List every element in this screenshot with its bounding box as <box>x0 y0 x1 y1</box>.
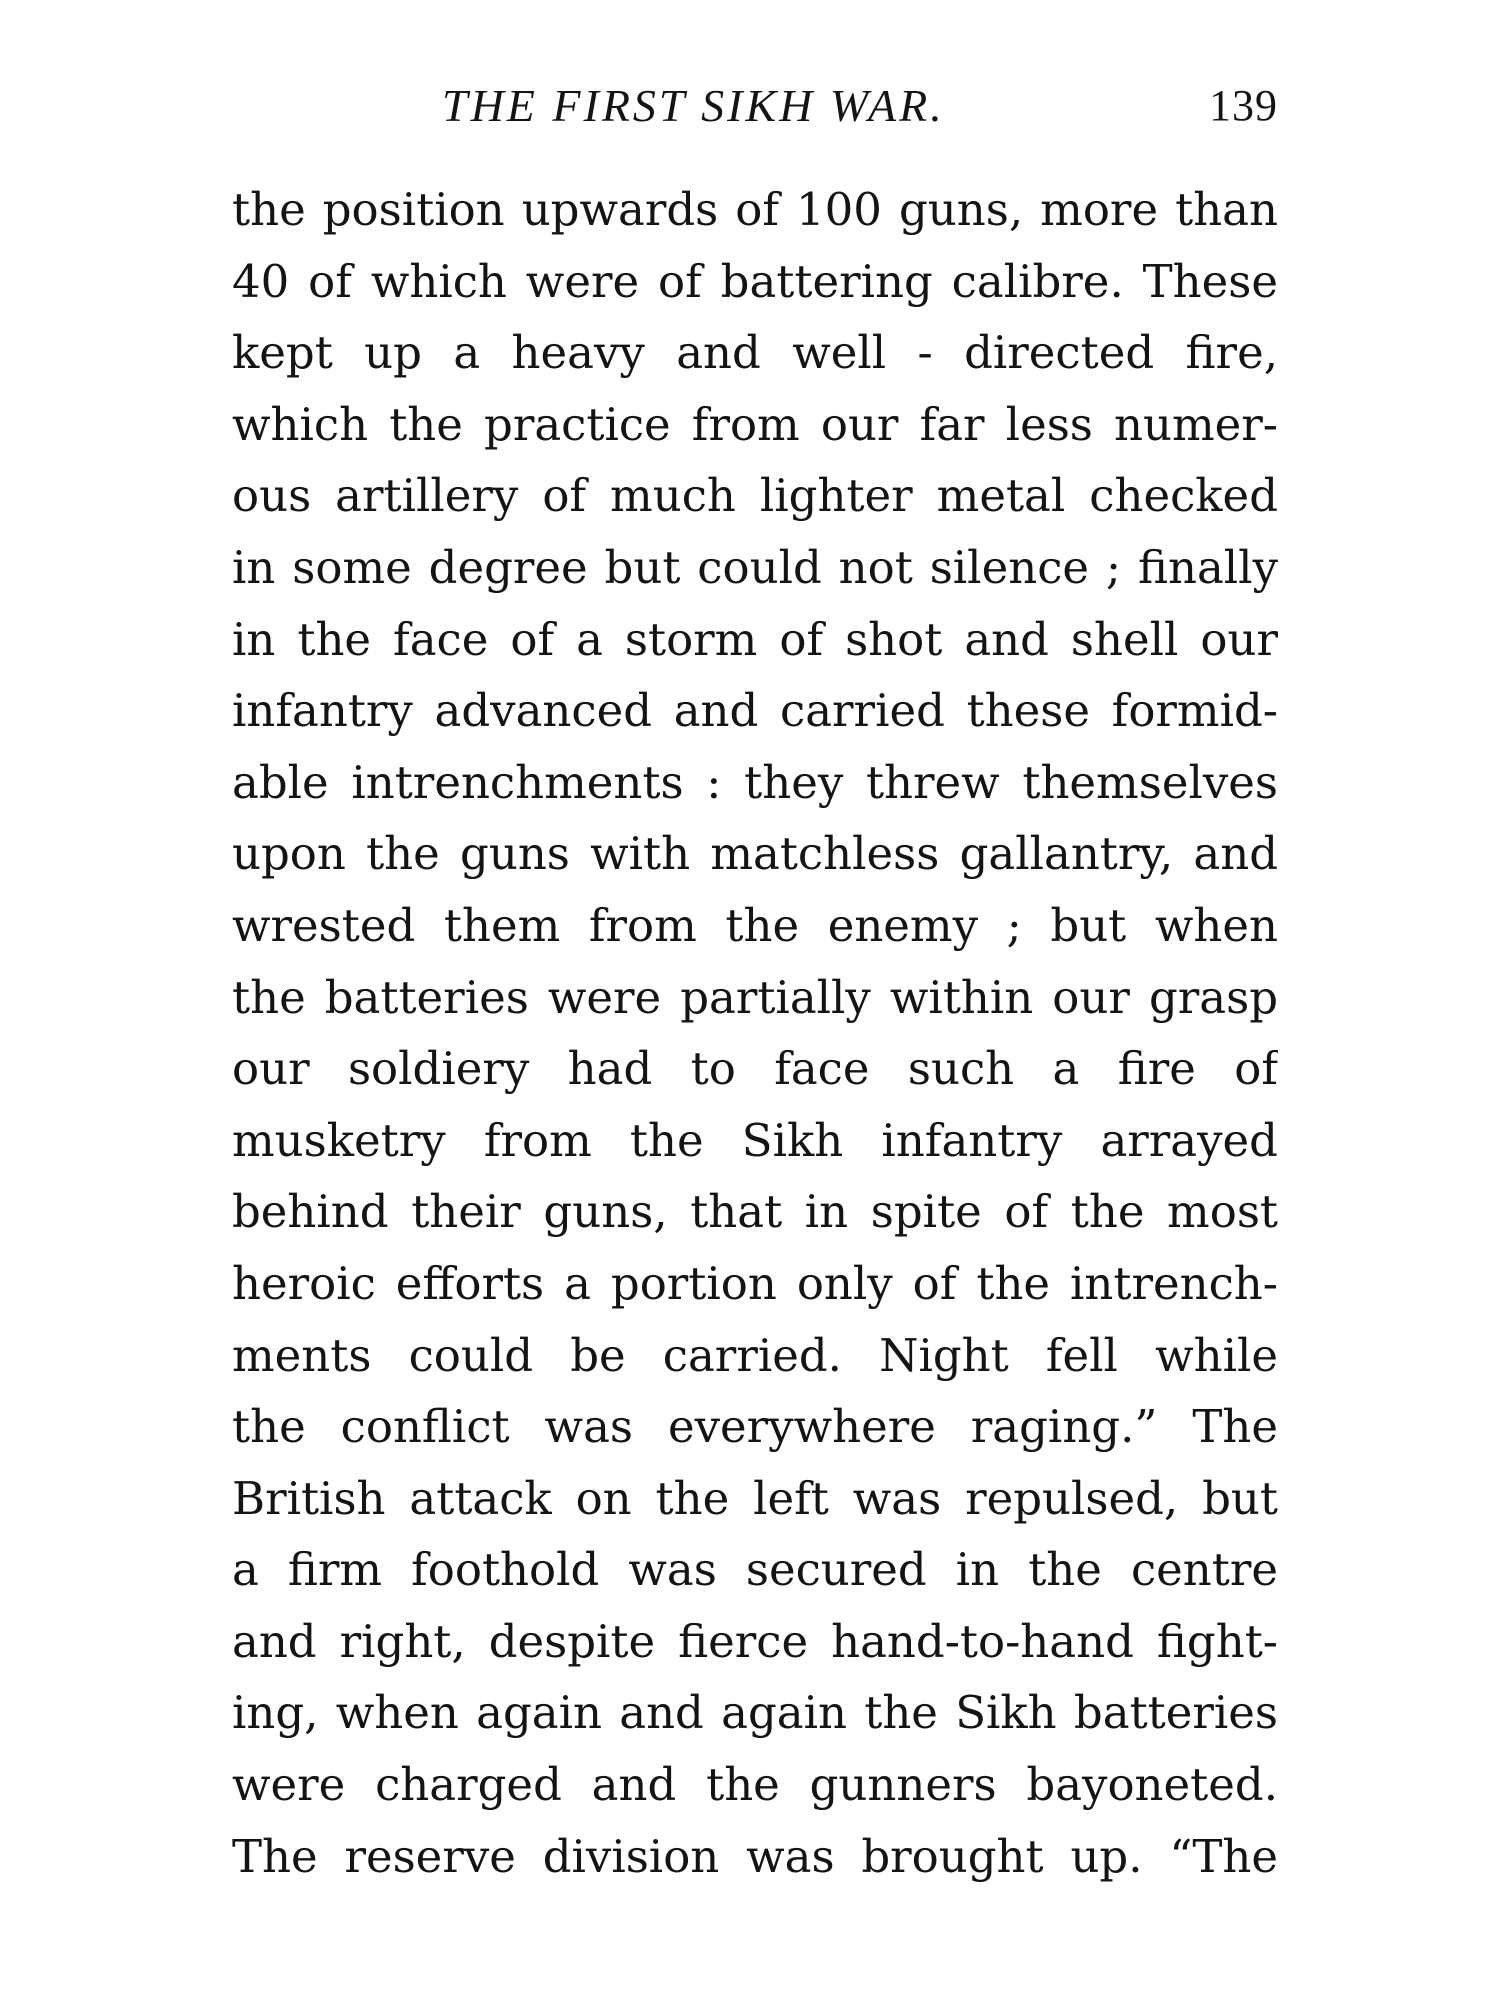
text-line: were charged and the gunners bayoneted. <box>232 1758 1278 1812</box>
text-line: behind their guns, that in spite of the most <box>232 1185 1278 1239</box>
text-line: able intrenchments : they threw themselves <box>232 755 1278 809</box>
text-line: ments could be carried. Night fell while <box>232 1328 1278 1382</box>
text-line: in the face of a storm of shot and shell our <box>232 612 1278 666</box>
running-title: THE FIRST SIKH WAR. <box>442 80 945 131</box>
text-line: kept up a heavy and well - directed fire, <box>232 326 1278 380</box>
text-line: and right, despite fierce hand-to-hand fight- <box>232 1614 1278 1668</box>
body-text <box>232 174 1278 1892</box>
text-line: ing, when again and again the Sikh batteries <box>232 1686 1278 1740</box>
text-line: a firm foothold was secured in the centre <box>232 1543 1278 1597</box>
text-line: The reserve division was brought up. “The <box>232 1829 1278 1883</box>
text-line: upon the guns with matchless gallantry, and <box>232 827 1278 881</box>
text-line: the conflict was everywhere raging.” The <box>232 1400 1278 1454</box>
text-line: wrested them from the enemy ; but when <box>232 898 1278 952</box>
text-line: the batteries were partially within our grasp <box>232 970 1278 1024</box>
text-line: ous artillery of much lighter metal checked <box>232 469 1278 523</box>
text-line: musketry from the Sikh infantry arrayed <box>232 1113 1278 1167</box>
text-line: our soldiery had to face such a fire of <box>232 1042 1278 1096</box>
text-line: the position upwards of 100 guns, more than <box>232 183 1278 236</box>
page-number: 139 <box>1209 81 1278 130</box>
text-line: infantry advanced and carried these formid- <box>232 684 1278 738</box>
running-head <box>232 74 1278 138</box>
text-line: British attack on the left was repulsed, but <box>232 1471 1278 1525</box>
text-line: which the practice from our far less numer- <box>232 397 1278 451</box>
text-line: in some degree but could not silence ; finally <box>232 540 1278 594</box>
text-line: heroic efforts a portion only of the intrench- <box>232 1256 1278 1310</box>
text-line: 40 of which were of battering calibre. These <box>232 254 1278 308</box>
